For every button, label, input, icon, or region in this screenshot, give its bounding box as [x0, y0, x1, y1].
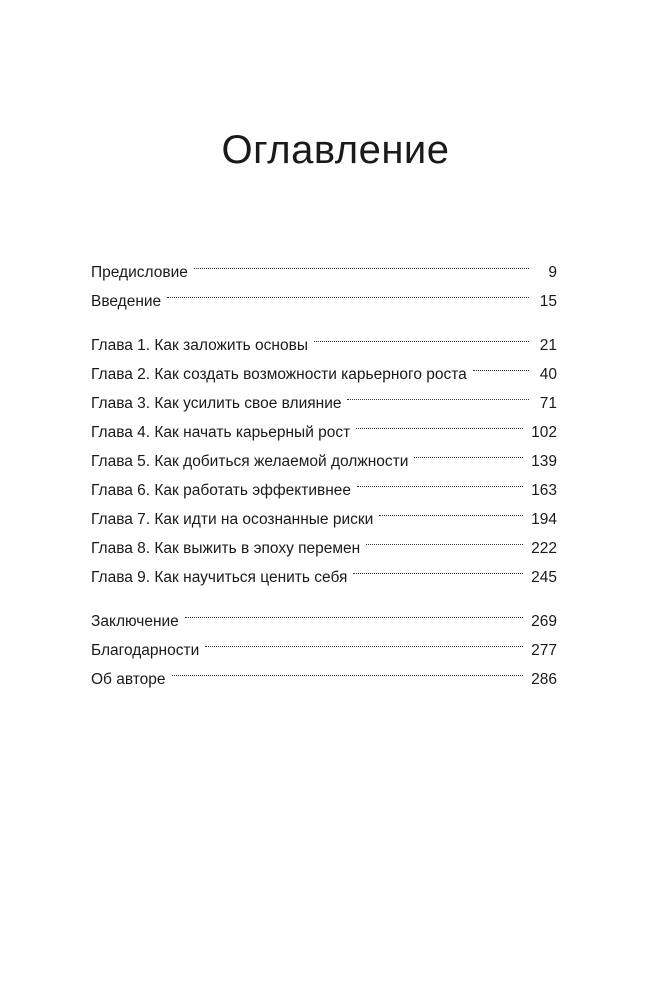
toc-entry-label: Глава 2. Как создать возможности карьерного роста — [91, 366, 467, 383]
toc-entry-page-number: 286 — [531, 671, 557, 688]
dot-leader — [185, 597, 523, 626]
toc-entry-page-number: 269 — [531, 613, 557, 630]
dot-leader — [357, 466, 523, 495]
toc-entry-label: Глава 4. Как начать карьерный рост — [91, 424, 351, 441]
toc-entry-page-number: 21 — [539, 337, 557, 354]
toc-entry-page-number: 194 — [531, 511, 557, 528]
toc-entry[interactable] — [91, 597, 557, 630]
dot-leader — [473, 350, 529, 379]
toc-entry-page-number: 277 — [531, 642, 557, 659]
toc-entry-page-number: 9 — [548, 264, 557, 281]
toc-entry-label: Благодарности — [91, 642, 200, 659]
toc-entry-label: Глава 6. Как работать эффективнее — [91, 482, 352, 499]
toc-entry-label: Глава 8. Как выжить в эпоху перемен — [91, 540, 361, 557]
toc-entry-page-number: 102 — [531, 424, 557, 441]
table-of-contents — [91, 248, 557, 688]
dot-leader — [205, 626, 523, 655]
dot-leader — [194, 248, 529, 277]
toc-group-chapters — [91, 321, 557, 586]
toc-entry-page-number: 245 — [531, 569, 557, 586]
toc-entry-page-number: 71 — [539, 395, 557, 412]
dot-leader — [353, 553, 523, 582]
toc-entry-label: Глава 3. Как усилить свое влияние — [91, 395, 342, 412]
toc-entry-page-number: 222 — [531, 540, 557, 557]
toc-entry-label: Об авторе — [91, 671, 166, 688]
dot-leader — [356, 408, 523, 437]
toc-entry-page-number: 40 — [539, 366, 557, 383]
page-title: Оглавление — [221, 128, 450, 172]
dot-leader — [347, 379, 529, 408]
toc-entry-label: Глава 5. Как добиться желаемой должности — [91, 453, 409, 470]
toc-entry-label: Предисловие — [91, 264, 188, 281]
toc-entry-label: Глава 7. Как идти на осознанные риски — [91, 511, 374, 528]
toc-group-front-matter — [91, 248, 557, 310]
dot-leader — [366, 524, 523, 553]
toc-entry-label: Заключение — [91, 613, 179, 630]
toc-entry[interactable] — [91, 248, 557, 281]
toc-entry[interactable] — [91, 321, 557, 354]
toc-entry-page-number: 139 — [531, 453, 557, 470]
dot-leader — [167, 277, 529, 306]
toc-entry-page-number: 15 — [539, 293, 557, 310]
toc-entry-label: Глава 9. Как научиться ценить себя — [91, 569, 348, 586]
dot-leader — [414, 437, 523, 466]
toc-entry-page-number: 163 — [531, 482, 557, 499]
dot-leader — [172, 655, 524, 684]
dot-leader — [379, 495, 523, 524]
toc-group-back-matter — [91, 597, 557, 688]
toc-entry-label: Глава 1. Как заложить основы — [91, 337, 308, 354]
toc-entry-label: Введение — [91, 293, 162, 310]
dot-leader — [314, 321, 529, 350]
